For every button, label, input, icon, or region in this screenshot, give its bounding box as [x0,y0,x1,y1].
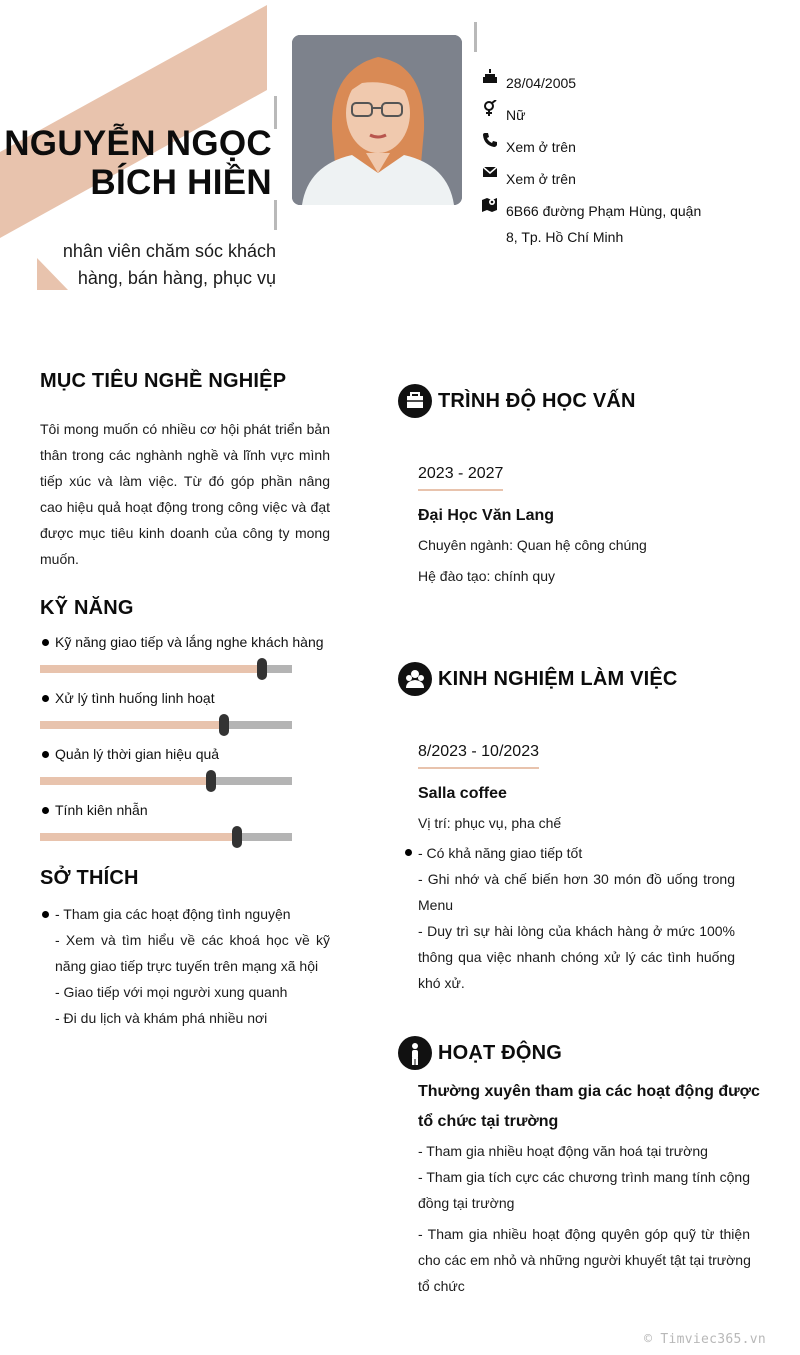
skill-level-knob [206,770,216,792]
skill-label: Quản lý thời gian hiệu quả [55,746,220,762]
dob-text: 28/04/2005 [506,75,577,91]
skill-level-fill [40,665,262,673]
activity-line: tổ chức [418,1278,465,1294]
hobbies-title: SỞ THÍCH [40,867,139,889]
bullet [42,911,49,918]
address-line: 6B66 đường Phạm Hùng, quận [506,203,702,219]
team-icon [398,662,432,696]
experience-line [418,944,735,970]
skill-level-fill [40,833,237,841]
education-mode: Hệ đào tạo: chính quy [418,568,555,584]
email-icon [482,164,498,180]
experience-date: 8/2023 - 10/2023 [418,743,539,769]
hobby-line: - Tham gia các hoạt động tình nguyện [55,906,291,922]
experience-line: khó xử. [418,975,465,991]
experience-line-text: thông qua việc nhanh chóng xử lý các tình huống [418,949,735,965]
education-date: 2023 - 2027 [418,465,503,491]
skill-label: Kỹ năng giao tiếp và lắng nghe khách hàng [55,634,324,650]
experience-line [418,918,735,944]
name-line: BÍCH HIỀN [90,163,272,202]
divider-bar [274,96,277,129]
job-position: Vị trí: phục vụ, pha chế [418,815,562,831]
experience-title: KINH NGHIỆM LÀM VIỆC [438,668,678,690]
address-text [506,198,701,250]
activities-heading: tổ chức tại trường [418,1113,559,1130]
skill-level-fill [40,721,224,729]
activities-heading-text: Thường xuyên tham gia các hoạt động được [418,1083,760,1100]
job-title [16,238,276,292]
bullet [42,751,49,758]
watermark: © Timviec365.vn [644,1332,766,1347]
skill-level-bar [40,721,292,729]
activity-line [418,1221,750,1247]
experience-line: Menu [418,897,454,913]
divider-bar [274,200,277,230]
skill-level-bar [40,665,292,673]
activities-title: HOẠT ĐỘNG [438,1042,563,1064]
bullet [42,695,49,702]
skill-level-bar [40,833,292,841]
skill-label: Xử lý tình huống linh hoạt [55,690,215,706]
education-title: TRÌNH ĐỘ HỌC VẤN [438,390,636,412]
activity-line: đồng tại trường [418,1195,515,1211]
activity-line: - Tham gia nhiều hoạt động văn hoá tại trường [418,1143,708,1159]
skill-level-knob [257,658,267,680]
job-title-line: nhân viên chăm sóc khách [62,241,276,261]
birthday-cake-icon [482,68,498,84]
activity-line-text: cho các em nhỏ và những người khuyết tật tại trường [418,1252,751,1268]
school-name: Đại Học Văn Lang [418,507,555,524]
bullet [405,849,412,856]
person-icon [398,1036,432,1070]
briefcase-icon [398,384,432,418]
activity-line-text: - Tham gia tích cực các chương trình mang tính cộng [418,1169,750,1185]
activity-line-text: - Tham gia nhiều hoạt động quyên góp quỹ từ thiện [418,1226,750,1242]
objective-text: Tôi mong muốn có nhiều cơ hội phát triển bản thân trong các nghành nghề và lĩnh vực mình tiếp xúc và làm việc. Từ đó góp phần nâng cao hiệu quả hoạt động trong công việc và đạt được mục tiêu kinh doanh của công ty mong muốn. [40,421,330,567]
name-line: NGUYỄN NGỌC [4,124,272,163]
hobby-line [55,927,330,953]
map-icon [482,196,498,212]
email-text: Xem ở trên [506,171,576,187]
objective-title: MỤC TIÊU NGHỀ NGHIỆP [40,370,287,392]
gender-text: Nữ [506,107,526,123]
education-major: Chuyên ngành: Quan hệ công chúng [418,537,647,553]
company-name: Salla coffee [418,785,507,802]
skill-label: Tính kiên nhẫn [55,802,148,818]
divider-bar [474,22,477,52]
skill-level-fill [40,777,211,785]
bullet [42,807,49,814]
hobby-line: - Giao tiếp với mọi người xung quanh [55,984,288,1000]
candidate-name [4,124,272,202]
gender-icon [482,100,498,116]
experience-line: - Có khả năng giao tiếp tốt [418,845,583,861]
experience-line-text: - Ghi nhớ và chế biến hơn 30 món đồ uống trong [418,871,735,887]
phone-icon [482,132,498,148]
profile-photo [292,35,462,205]
experience-line-text: - Duy trì sự hài lòng của khách hàng ở mức 100% [418,923,735,939]
phone-text: Xem ở trên [506,139,576,155]
hobby-line-text: - Xem và tìm hiểu về các khoá học về kỹ [55,932,330,948]
skills-title: KỸ NĂNG [40,597,134,619]
activities-heading [418,1083,760,1101]
address-line: 8, Tp. Hồ Chí Minh [506,229,624,245]
skill-level-knob [232,826,242,848]
hobby-line: năng giao tiếp trực tuyến trên mạng xã hội [55,958,319,974]
experience-line [418,866,735,892]
activity-line [418,1164,750,1190]
skill-level-knob [219,714,229,736]
skill-level-bar [40,777,292,785]
activity-line [418,1247,750,1273]
hobby-line: - Đi du lịch và khám phá nhiều nơi [55,1010,268,1026]
job-title-line: hàng, bán hàng, phục vụ [77,268,276,288]
bullet [42,639,49,646]
